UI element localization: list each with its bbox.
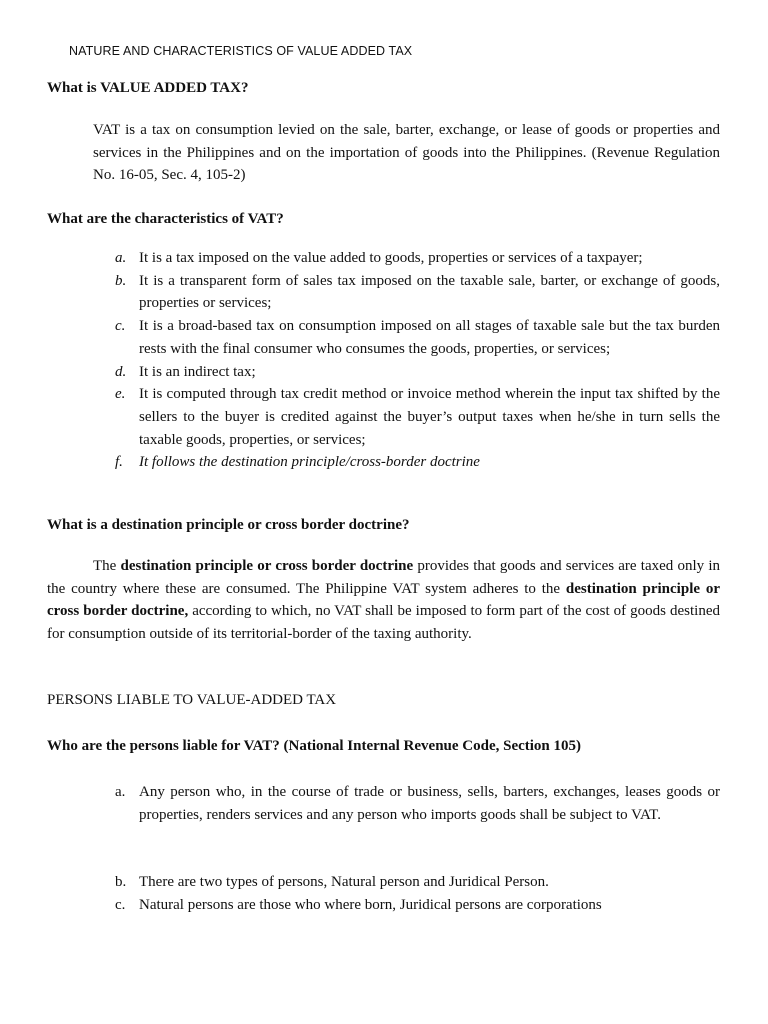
list-item-text: It is a transparent form of sales tax imposed on the taxable sale, barter, or exchange of goods, properties or services; [139,272,720,312]
bold-term: destination principle or cross border doctrine, [47,580,720,620]
list-item [115,315,720,360]
question-destination-principle: What is a destination principle or cross border doctrine? [47,517,410,533]
list-marker: f. [115,454,123,471]
list-item-text: Natural persons are those who where born, Juridical persons are corporations [139,896,602,913]
list-marker: b. [115,272,127,289]
question-what-is-vat: What is VALUE ADDED TAX? [47,80,249,96]
question-persons-liable: Who are the persons liable for VAT? (National Internal Revenue Code, Section 105) [47,738,582,754]
list-item [115,270,720,315]
list-item-text: Any person who, in the course of trade or business, sells, barters, exchanges, leases goods or properties, renders services and any person who imports goods shall be subject to VAT. [139,784,720,823]
list-item-text: It follows the destination principle/cross-border doctrine [139,454,480,471]
destination-principle-paragraph [47,555,720,646]
list-item [115,361,720,384]
list-marker: d. [115,363,127,380]
list-item [115,871,720,894]
list-marker: a. [115,250,127,266]
list-item-text: It is a tax imposed on the value added to goods, properties or services of a taxpayer; [139,250,643,266]
list-item-text: It is an indirect tax; [139,363,256,380]
paragraph-text: provides that goods and services are taxed only in the country where these are consumed. The Philippine VAT system adheres to the [47,558,720,597]
list-item [115,383,720,451]
list-marker: e. [115,386,126,403]
persons-list-part-a [115,781,720,826]
list-item [115,451,720,474]
list-item-text: There are two types of persons, Natural person and Juridical Person. [139,874,549,890]
list-item-text: It is computed through tax credit method or invoice method wherein the input tax shifted by the sellers to the buyer is credited against the buyer’s output taxes when he/she in turn sells the taxable goods, properties, or services; [139,386,720,448]
question-characteristics: What are the characteristics of VAT? [47,211,284,227]
paragraph-text: according to which, no VAT shall be imposed to form part of the cost of goods destined for consumption outside of its territorial-border of the taxing authority. [47,603,720,643]
bold-term: destination principle or cross border doctrine [120,558,414,574]
document-title: NATURE AND CHARACTERISTICS OF VALUE ADDED TAX [69,44,413,58]
list-item [115,894,720,917]
list-item [115,247,720,270]
list-marker: c. [115,318,126,335]
list-marker: c. [115,896,126,913]
paragraph-text: The [93,558,121,574]
persons-list-part-b [115,871,720,916]
section-heading-persons-liable: PERSONS LIABLE TO VALUE-ADDED TAX [47,692,337,708]
list-marker: a. [115,784,126,800]
list-item [115,781,720,826]
characteristics-list [115,247,720,474]
list-marker: b. [115,874,127,890]
vat-definition-paragraph: VAT is a tax on consumption levied on the sale, barter, exchange, or lease of goods or properties and services in the Philippines and on the importation of goods into the Philippines. (Revenue Regulation No. 16-05, Sec. 4, 105-2) [93,122,720,184]
list-item-text: It is a broad-based tax on consumption imposed on all stages of taxable sale but the tax burden rests with the final consumer who consumes the goods, properties, or services; [139,318,720,357]
